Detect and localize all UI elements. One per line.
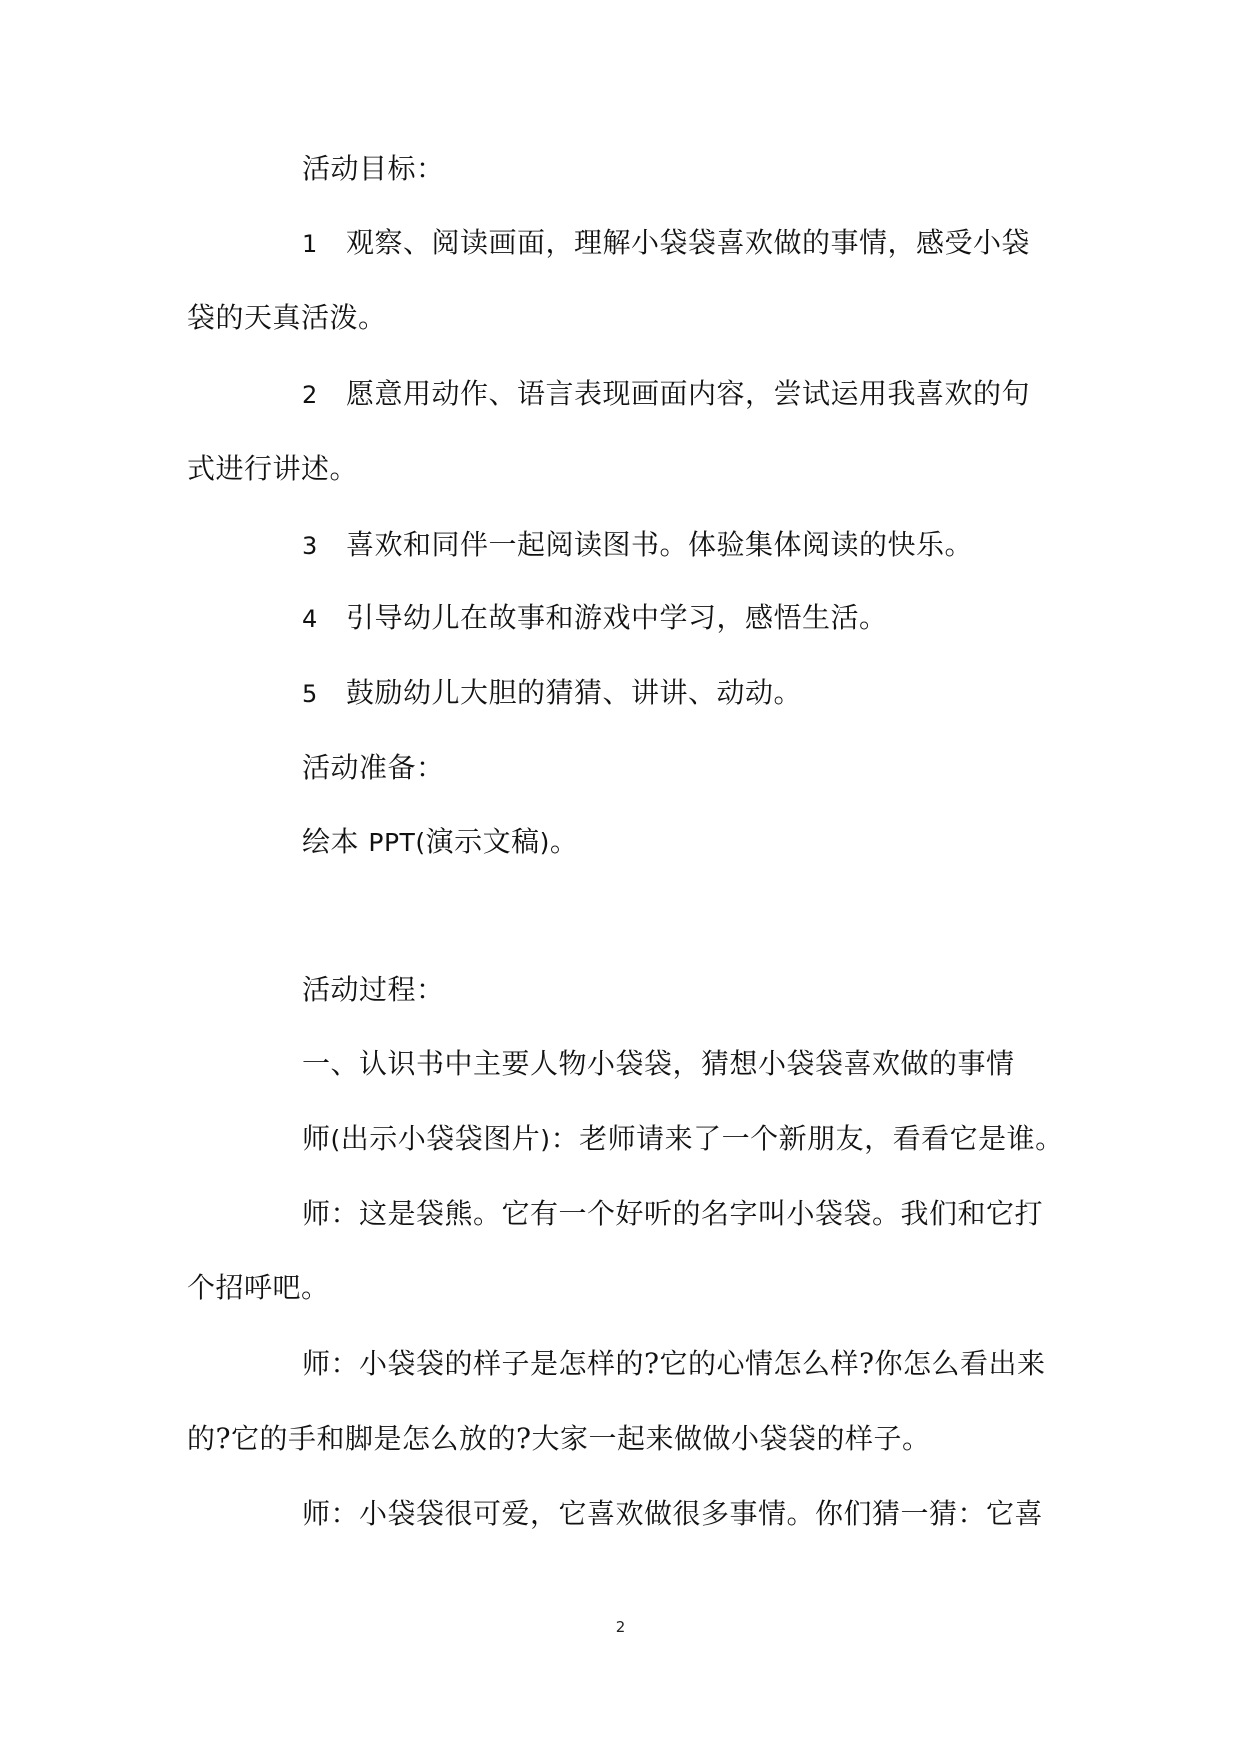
line-text: 袋的天真活泼。 [187,301,387,334]
line-latin: ( [330,1125,341,1154]
process-paragraph [302,1494,1043,1534]
line-text: ：老师请来了一个新朋友，看看它是谁。 [550,1122,1064,1155]
line-text: 活动准备： [302,751,445,784]
process-step-1 [302,1044,1015,1084]
process-paragraph-continuation [187,1268,330,1308]
line-text: 活动过程： [302,973,445,1006]
item-number: 2 [302,381,318,409]
line-text: 演示文稿 [425,825,540,858]
goal-item-1 [302,223,1030,264]
goal-item-3 [302,525,973,566]
page-number: 2 [615,1618,626,1636]
line-text: 师：这是袋熊。它有一个好听的名字叫小袋袋。我们和它打 [302,1197,1044,1230]
line-latin: PPT( [368,828,426,857]
line-text: 引导幼儿在故事和游戏中学习，感悟生活。 [346,601,888,634]
goal-item-2-continuation [187,449,358,489]
line-text: 愿意用动作、语言表现画面内容，尝试运用我喜欢的句 [346,377,1031,410]
line-text: 师 [302,1122,331,1155]
heading-activity-process [302,970,445,1010]
heading-activity-preparation [302,748,445,788]
line-latin: ) [540,1125,551,1154]
line-text: 鼓励幼儿大胆的猜猜、讲讲、动动。 [346,676,803,709]
line-text: 出示小袋袋图片 [340,1122,541,1155]
process-paragraph-continuation [187,1419,931,1459]
line-text: 师：小袋袋很可爱，它喜欢做很多事情。你们猜一猜：它喜 [302,1497,1044,1530]
goal-item-1-continuation [187,298,387,338]
line-text: 师：小袋袋的样子是怎样的?它的心情怎么样?你怎么看出来 [302,1347,1046,1380]
line-text: 个招呼吧。 [187,1271,330,1304]
line-text: 活动目标： [302,152,445,185]
process-paragraph [302,1119,1064,1160]
line-text: 。 [549,825,579,858]
heading-activity-goals [302,149,445,189]
line-text: 一、认识书中主要人物小袋袋，猜想小袋袋喜欢做的事情 [302,1047,1015,1080]
goal-item-5 [302,673,802,714]
process-paragraph [302,1194,1043,1234]
preparation-item [302,822,578,863]
item-number: 3 [302,532,318,560]
line-text: 式进行讲述。 [187,452,359,485]
line-text: 的?它的手和脚是怎么放的?大家一起来做做小袋袋的样子。 [187,1422,931,1455]
item-number: 1 [302,230,318,258]
line-text: 绘本 [302,825,369,858]
line-text: 观察、阅读画面，理解小袋袋喜欢做的事情，感受小袋 [346,226,1031,259]
line-text: 喜欢和同伴一起阅读图书。体验集体阅读的快乐。 [346,528,974,561]
item-number: 4 [302,605,318,633]
process-paragraph [302,1344,1046,1384]
line-latin: ) [539,828,550,857]
goal-item-4 [302,598,888,639]
item-number: 5 [302,680,318,708]
goal-item-2 [302,374,1030,415]
